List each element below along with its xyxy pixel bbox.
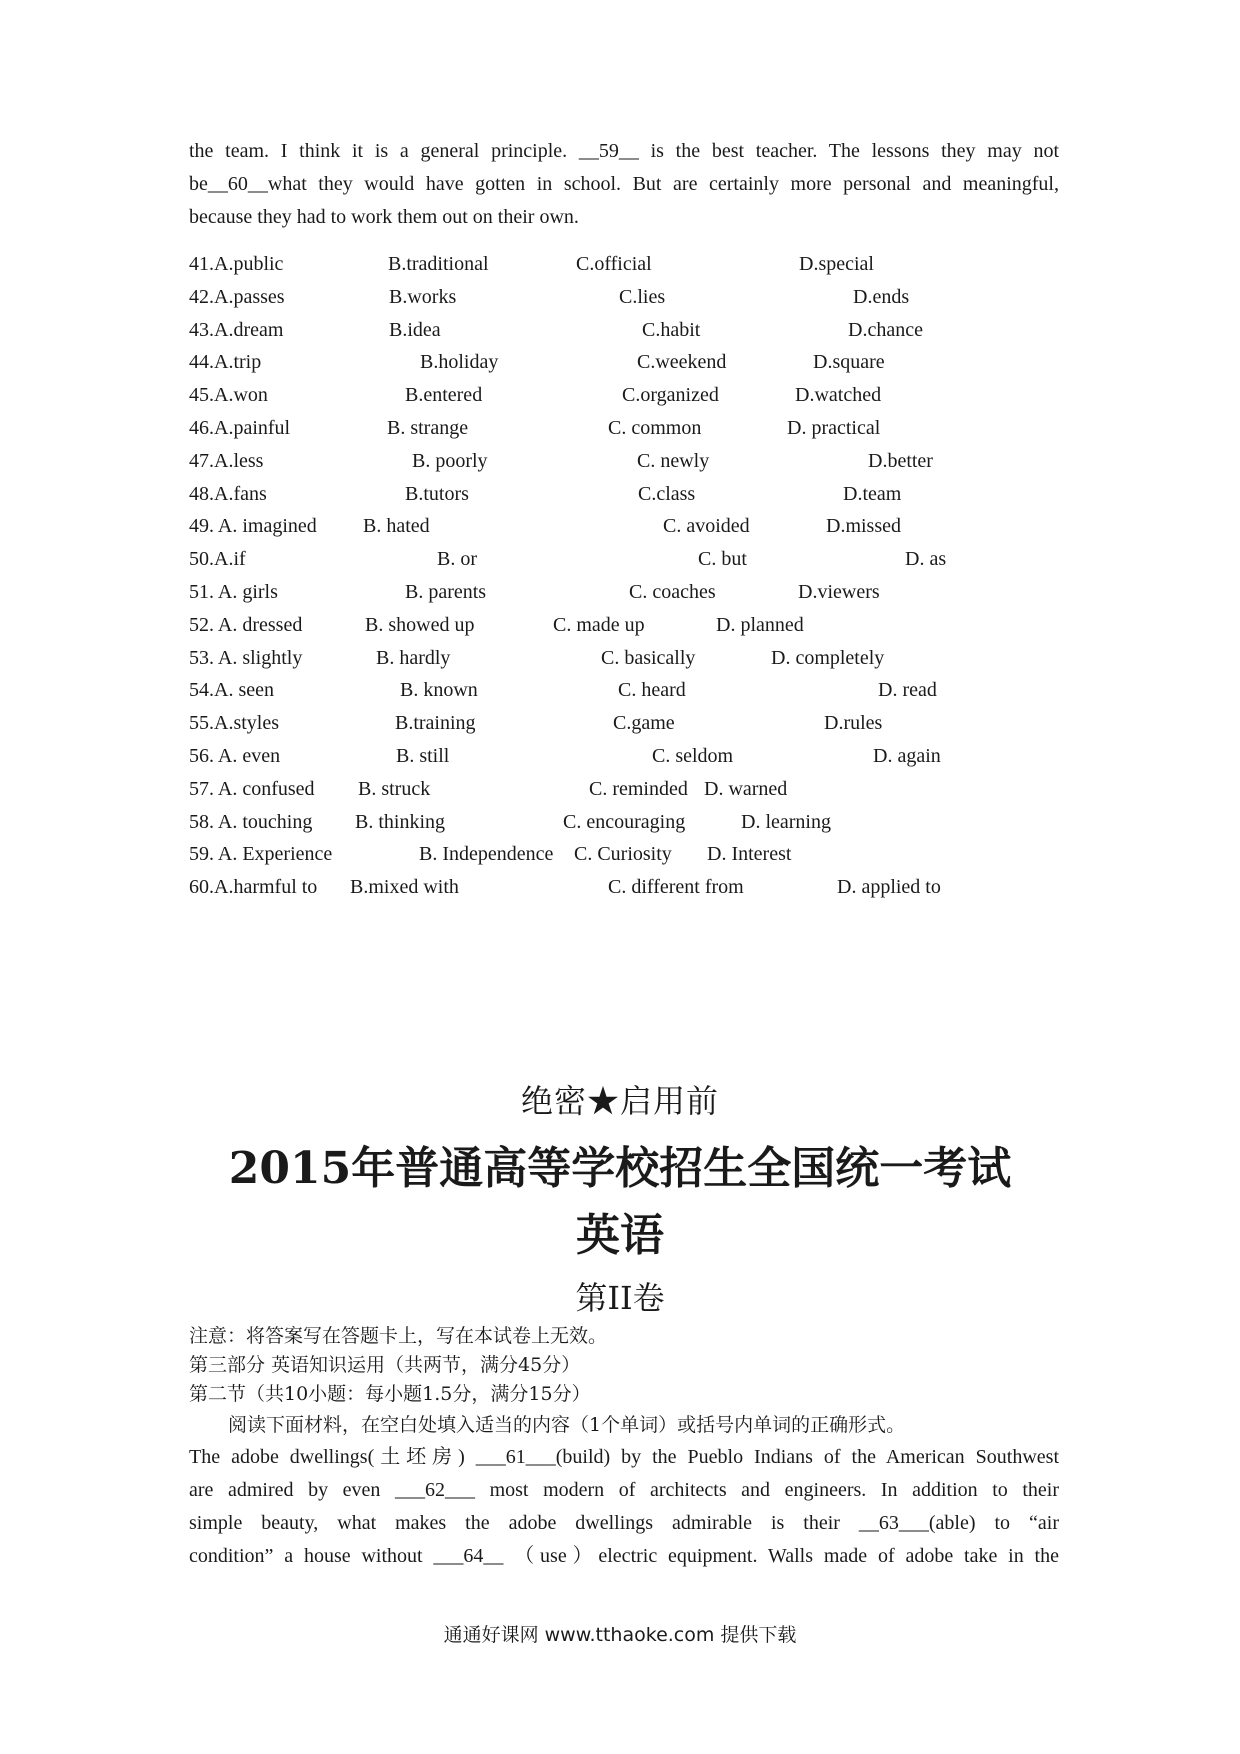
option-a: 52. A. dressed — [189, 613, 303, 636]
option-a: 46.A.painful — [189, 416, 291, 439]
option-d: D.better — [868, 449, 933, 472]
option-d: D.watched — [795, 384, 882, 407]
option-d: D. Interest — [707, 843, 792, 866]
option-c: C. avoided — [663, 515, 750, 538]
option-a: 53. A. slightly — [189, 646, 303, 669]
option-c: C. different from — [608, 876, 744, 899]
notice-text: 注意：将答案写在答题卡上，写在本试卷上无效。 — [189, 1325, 608, 1347]
option-row — [189, 642, 1089, 675]
option-c: C.official — [576, 253, 652, 275]
option-row — [189, 543, 1089, 576]
section-heading: 第二节（共10小题：每小题1.5分，满分15分） — [189, 1383, 591, 1405]
option-c: C. Curiosity — [574, 843, 672, 866]
option-d: D. again — [873, 744, 941, 767]
option-row — [189, 248, 1089, 281]
option-c: C. common — [608, 416, 702, 439]
option-row — [189, 707, 1089, 740]
passage-line: because they had to work them out on their own. — [189, 206, 579, 228]
option-a: 49. A. imagined — [189, 515, 317, 538]
confidential-label: 绝密★启用前 — [520, 1082, 719, 1120]
option-b: B. Independence — [419, 843, 554, 866]
option-a: 47.A.less — [189, 449, 264, 472]
option-d: D. warned — [704, 777, 788, 800]
option-d: D. learning — [741, 810, 831, 833]
option-b: B. or — [437, 548, 477, 571]
option-a: 44.A.trip — [189, 351, 262, 374]
option-row — [189, 412, 1089, 445]
exam-title: 2015年普通高等学校招生全国统一考试 — [228, 1143, 1012, 1194]
option-c: C.habit — [642, 318, 701, 341]
option-d: D. read — [878, 679, 937, 702]
option-d: D.rules — [824, 712, 883, 735]
task-instruction: 阅读下面材料，在空白处填入适当的内容（1个单词）或括号内单词的正确形式。 — [228, 1414, 906, 1436]
option-d: D.square — [813, 351, 885, 374]
option-b: B. hated — [363, 515, 430, 538]
option-c: C.class — [638, 482, 696, 505]
option-a: 50.A.if — [189, 548, 246, 571]
option-row — [189, 806, 1089, 839]
option-a: 57. A. confused — [189, 777, 315, 800]
option-a: 60.A.harmful to — [189, 876, 318, 899]
option-c: C.organized — [622, 384, 719, 407]
option-a: 43.A.dream — [189, 318, 284, 341]
option-row — [189, 314, 1089, 347]
option-a: 54.A. seen — [189, 679, 274, 702]
options-list — [189, 248, 1089, 904]
option-b: B. struck — [358, 777, 431, 800]
option-b: B.mixed with — [350, 876, 459, 899]
option-row — [189, 609, 1089, 642]
option-b: B.works — [389, 285, 457, 308]
option-b: B. known — [400, 679, 478, 702]
option-a: 42.A.passes — [189, 285, 285, 308]
option-b: B. parents — [405, 580, 487, 603]
option-b: B.tutors — [405, 482, 469, 505]
option-c: C.game — [613, 712, 675, 735]
option-d: D.special — [799, 253, 874, 275]
option-row — [189, 740, 1089, 773]
option-b: B.training — [395, 712, 476, 735]
option-c: C. but — [698, 548, 747, 571]
option-row — [189, 773, 1089, 806]
option-row — [189, 576, 1089, 609]
option-d: D. completely — [771, 646, 885, 669]
option-row — [189, 838, 1089, 871]
option-row — [189, 871, 1089, 904]
option-row — [189, 478, 1089, 511]
option-b: B. showed up — [365, 613, 475, 636]
option-c: C.weekend — [637, 351, 727, 374]
option-b: B. hardly — [376, 646, 451, 669]
option-row — [189, 346, 1089, 379]
bottom-passage — [189, 1441, 1059, 1573]
option-b: B. strange — [387, 416, 469, 439]
option-c: C. heard — [618, 679, 686, 702]
passage-line: The adobe dwellings(土坯房) ___61___(build) by the Pueblo Indians of the American Southwest — [189, 1446, 1059, 1468]
exam-subject: 英语 — [576, 1210, 664, 1261]
option-row — [189, 510, 1089, 543]
option-a: 58. A. touching — [189, 810, 313, 833]
option-b: B. thinking — [355, 810, 446, 833]
passage-line: the team. I think it is a general principle. __59__ is the best teacher. The lessons they may not — [189, 140, 1059, 162]
passage-line: condition” a house without ___64__ （use）electric equipment. Walls made of adobe take in the — [189, 1545, 1059, 1567]
passage-line: simple beauty, what makes the adobe dwellings admirable is their __63___(able) to “air — [189, 1512, 1059, 1534]
option-c: C. newly — [637, 449, 710, 472]
option-a: 48.A.fans — [189, 482, 267, 505]
option-c: C.lies — [619, 285, 666, 308]
option-d: D.missed — [826, 515, 901, 538]
option-d: D.team — [843, 482, 902, 505]
option-c: C. coaches — [629, 580, 716, 603]
option-d: D. as — [905, 548, 947, 571]
option-row — [189, 445, 1089, 478]
option-b: B.holiday — [420, 351, 499, 374]
option-a: 41.A.public — [189, 253, 284, 275]
top-passage — [189, 135, 1059, 234]
option-row — [189, 379, 1089, 412]
option-d: D. planned — [716, 613, 804, 636]
option-a: 55.A.styles — [189, 712, 279, 735]
option-c: C. encouraging — [563, 810, 686, 833]
option-b: B.idea — [389, 318, 441, 341]
option-d: D.ends — [853, 285, 910, 308]
option-row — [189, 674, 1089, 707]
option-d: D.chance — [848, 318, 923, 341]
option-a: 56. A. even — [189, 744, 281, 767]
option-c: C. basically — [601, 646, 696, 669]
volume-label: 第II卷 — [575, 1279, 665, 1317]
option-b: B.entered — [405, 384, 483, 407]
option-b: B.traditional — [388, 253, 489, 275]
option-b: B. still — [396, 744, 450, 767]
option-d: D.viewers — [798, 580, 880, 603]
option-a: 59. A. Experience — [189, 843, 333, 866]
option-d: D. applied to — [837, 876, 941, 899]
part-heading: 第三部分 英语知识运用（共两节，满分45分） — [189, 1354, 581, 1376]
option-d: D. practical — [787, 416, 881, 439]
option-b: B. poorly — [412, 449, 488, 472]
option-a: 51. A. girls — [189, 580, 278, 603]
option-c: C. seldom — [652, 744, 734, 767]
passage-line: be__60__what they would have gotten in school. But are certainly more personal and meaningful, — [189, 173, 1059, 195]
passage-line: are admired by even ___62___ most modern of architects and engineers. In addition to their — [189, 1479, 1059, 1501]
option-a: 45.A.won — [189, 384, 268, 407]
footer-source: 通通好课网 www.tthaoke.com 提供下载 — [443, 1624, 797, 1646]
option-row — [189, 281, 1089, 314]
option-c: C. made up — [553, 613, 645, 636]
option-c: C. reminded — [589, 777, 688, 800]
